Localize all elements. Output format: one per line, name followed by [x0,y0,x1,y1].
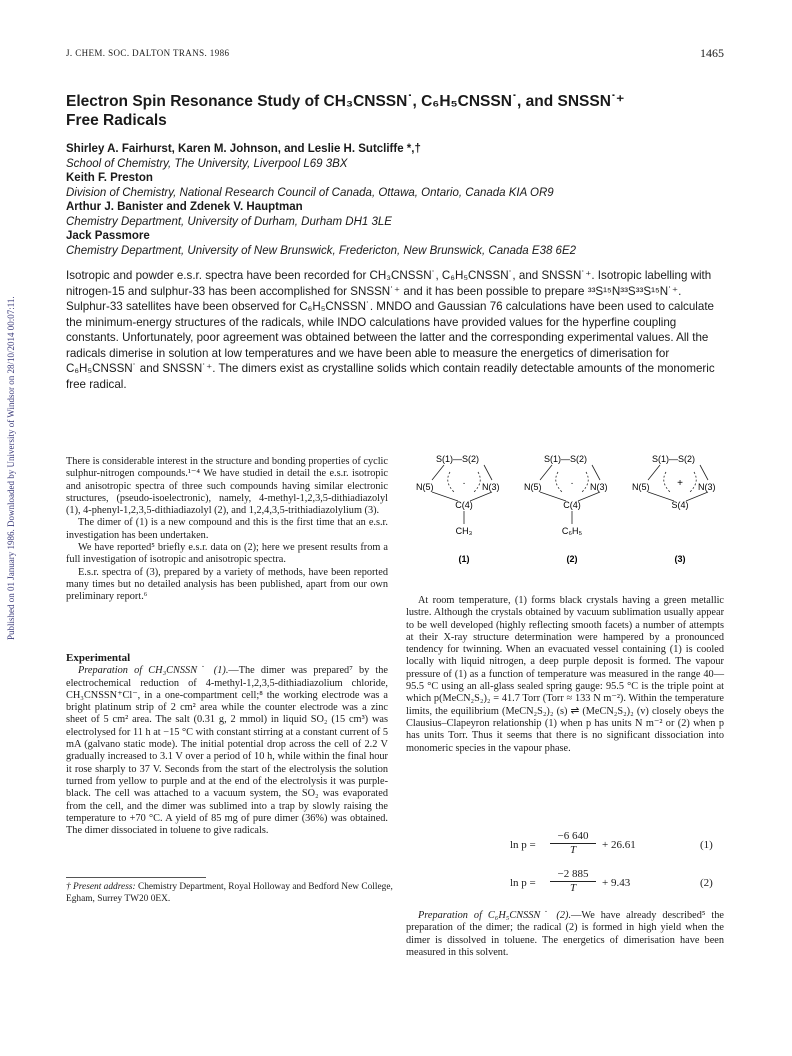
bond-line [686,492,708,501]
results-text: At room temperature, (1) forms black crystals having a green metallic lustre. Although the crystals obtained by vacuum sublimation usually appear to be well developed (highly reflecting smooth facets) a number of attempts at their X-ray structure determination were hampered by a pronounced tendency for twinning. When an evacuated vessel containing (1) is cooled locally with liquid nitrogen, a deep purple deposit is formed. The vapour pressure of (1) as a function of temperature was measured in the range 40—95.5 °C using an all-glass sealed spring gauge: 95.5 °C is the triple point at which p(MeCN₂S₂)₂ = 41.7 Torr (Torr ≈ 133 N m⁻²). Within the temperature limits, the equilibrium (MeCN₂S₂)₂ (s) ⇌ (MeCN₂S₂)₂ (v) closely obeys the Clausius–Clapeyron relationship (1) when p has units N m⁻² or (2) when p has units Torr. Thus it seems that there is no significant dissociation into monomeric species in the vapour phase. [406,595,724,754]
ring-top-label: S(1)—S(2) [436,454,480,464]
bond-line [432,465,444,480]
prep2-text: —We have already described⁵ the preparation of the dimer; the radical (2) is formed in high yield when the dimer is dissolved in toluene. The energetics of dimerisation have been measured in this solvent. [406,910,724,958]
ring-right-label: N(3) [590,482,608,492]
bond-line [540,465,552,480]
ring-bonds [540,465,600,524]
results-paragraph [406,595,724,755]
structures-figure [406,450,736,575]
bond-line [484,465,492,480]
fraction-numerator: −6 640 [550,830,596,844]
footnote-text: Chemistry Department, Royal Holloway and Bedford New College, Egham, Surrey TW20 0EX. [66,882,393,904]
prep1-text: —The dimer was prepared⁷ by the electrochemical reduction of 4-methyl-1,2,3,5-dithiadiazolium chloride, CH₃CNSSN⁺Cl⁻, in a one-compartment cell;⁸ the working electrode was a bright platinum strip of 2 cm² area while the counter electrode was a zinc sheet of 5 cm² area. The salt (0.31 g, 2 mmol) in liquid SO₂ (15 cm³) was electrolysed for 11 h at −15 °C with constant stirring at a constant current of 5 mA (galvano static mode). The initial potential drop across the cell of 2.2 V gradually increased to 3.1 V over a period of 10 h, while within the final hour it rose sharply to 37 V. Seconds from the start of the electrolysis the solution turned from yellow to purple and at the end of the electrolysis it was purple-black. The cell was attached to a vacuum system, the SO₂ was evaporated from the cell, and the dimer was sublimed into a trap by slowly raising the temperature to +70 °C. A yield of 85 mg of pure dimer (36%) was obtained. The dimer dissociated in toluene to give radicals. [66,665,388,837]
author-names: Arthur J. Banister and Zdenek V. Hauptman [66,201,303,213]
author-block [66,142,726,258]
structure-1 [416,454,500,564]
ring-top-label: S(1)—S(2) [652,454,696,464]
author-names: Shirley A. Fairhurst, Karen M. Johnson, and Leslie H. Sutcliffe *,† [66,143,421,155]
footnote-rule [66,877,206,878]
prep1-paragraph [66,665,388,837]
author-affiliation: Division of Chemistry, National Research Council of Canada, Ottawa, Ontario, Canada KIA OR9 [66,186,554,199]
experimental-section [66,652,388,837]
radical-center: · [462,478,466,489]
equation-rhs: + 9.43 [602,877,631,889]
journal-header: J. CHEM. SOC. DALTON TRANS. 1986 [66,48,230,58]
radical-center: + [677,478,683,489]
fraction [550,868,596,895]
equation-number: (1) [700,839,713,851]
structure-2 [524,454,608,564]
structure-label: (1) [458,554,470,564]
title-line-1: Electron Spin Resonance Study of CH₃CNSSN˙, C₆H₅CNSSN˙, and SNSSN˙⁺ [66,93,625,110]
ring-bottom-label: S(4) [671,500,689,510]
fraction-denominator: T [569,882,577,894]
prep1-title: Preparation of CH₃CNSSN˙ (1). [78,665,229,677]
download-note: Published on 01 January 1986. Downloaded by University of Windsor on 28/10/2014 00:07:11. [6,296,16,640]
introduction [66,456,388,604]
fraction [550,830,596,857]
section-heading: Experimental [66,652,131,664]
bond-line [592,465,600,480]
article-title [66,92,706,130]
bond-line [540,492,566,501]
abstract: Isotropic and powder e.s.r. spectra have been recorded for CH₃CNSSN˙, C₆H₅CNSSN˙, and SNSSN˙⁺. Isotropic labelling with nitrogen-15 and sulphur-33 has been accomplished for SNSSN˙⁺ and it has been possible to prepare ³³S¹⁵N³³S³³S¹⁵N˙⁺. Sulphur-33 satellites have been observed for C₆H₅CNSSN˙. MNDO and Gaussian 76 calculations have been used to calculate the minimum-energy structures of the radicals, while INDO calculations have provided values for the hyperfine coupling constants. Unfortunately, poor agreement was obtained between the latter and the corresponding experimental values. All the radicals dimerise in solution at low temperatures and we have been able to measure the energetics of dimerisation for C₆H₅CNSSN˙ and SNSSN˙⁺. The dimers exist as crystalline solids which contain readily detectable amounts of the monomeric free radical. [66,269,715,391]
title-line-2: Free Radicals [66,112,167,129]
bond-line [432,492,458,501]
bond-line [648,492,674,501]
bond-line [700,465,708,480]
intro-paragraph: E.s.r. spectra of (3), prepared by a variety of methods, have been reported many times but no detailed analysis has been published, apart from our own preliminary report.⁶ [66,566,388,603]
footnote-label: † Present address: [66,882,136,892]
ring-left-label: N(5) [416,482,434,492]
ring-bonds [432,465,492,524]
ring-left-label: N(5) [524,482,542,492]
ring-bottom-label: C(4) [563,500,581,510]
prep2-section [406,910,724,959]
author-affiliation: School of Chemistry, The University, Liverpool L69 3BX [66,157,348,170]
ring-right-label: N(3) [698,482,716,492]
bond-line [648,465,660,480]
prep2-paragraph [406,910,724,959]
radical-center: · [570,478,574,489]
prep2-title: Preparation of C₆H₅CNSSN˙ (2). [418,910,572,921]
footnote [66,882,396,905]
intro-paragraph: The dimer of (1) is a new compound and this is the first time that an e.s.r. investigation has been undertaken. [66,517,388,541]
substituent-label: C₆H₅ [561,526,583,536]
page-number: 1465 [700,46,724,60]
fraction-denominator: T [569,844,577,856]
substituent-label: CH₃ [455,526,473,536]
intro-paragraph: We have reported⁵ briefly e.s.r. data on (2); here we present results from a full investigation of isotropic and anisotropic spectra. [66,542,388,566]
equation-number: (2) [700,877,713,889]
equation-rhs: + 26.61 [602,839,636,851]
bond-line [578,492,600,501]
equation-lhs: ln p = [510,839,536,851]
intro-paragraph: There is considerable interest in the structure and bonding properties of cyclic sulphur-nitrogen compounds.¹⁻⁴ We have studied in detail the e.s.r. isotropic and anisotropic spectra of three such compounds having similar electronic structures, (pseudo-isoelectronic), namely, 4-methyl-1,2,3,5-dithiadiazolyl (1), 4-phenyl-1,2,3,5-dithiadiazolyl (2), and 1,2,4,3,5-trithiadiazolylium (3). [66,456,388,517]
author-names: Jack Passmore [66,230,150,242]
ring-left-label: N(5) [632,482,650,492]
bond-line [470,492,492,501]
fraction-numerator: −2 885 [550,868,596,882]
equation-lhs: ln p = [510,877,536,889]
structure-label: (3) [674,554,686,564]
author-affiliation: Chemistry Department, University of Durham, Durham DH1 3LE [66,215,392,228]
author-names: Keith F. Preston [66,172,153,184]
structure-label: (2) [566,554,578,564]
author-affiliation: Chemistry Department, University of New Brunswick, Fredericton, New Brunswick, Canada E38 6E2 [66,244,577,257]
ring-bottom-label: C(4) [455,500,473,510]
ring-right-label: N(3) [482,482,500,492]
ring-top-label: S(1)—S(2) [544,454,588,464]
structure-3 [632,454,716,564]
